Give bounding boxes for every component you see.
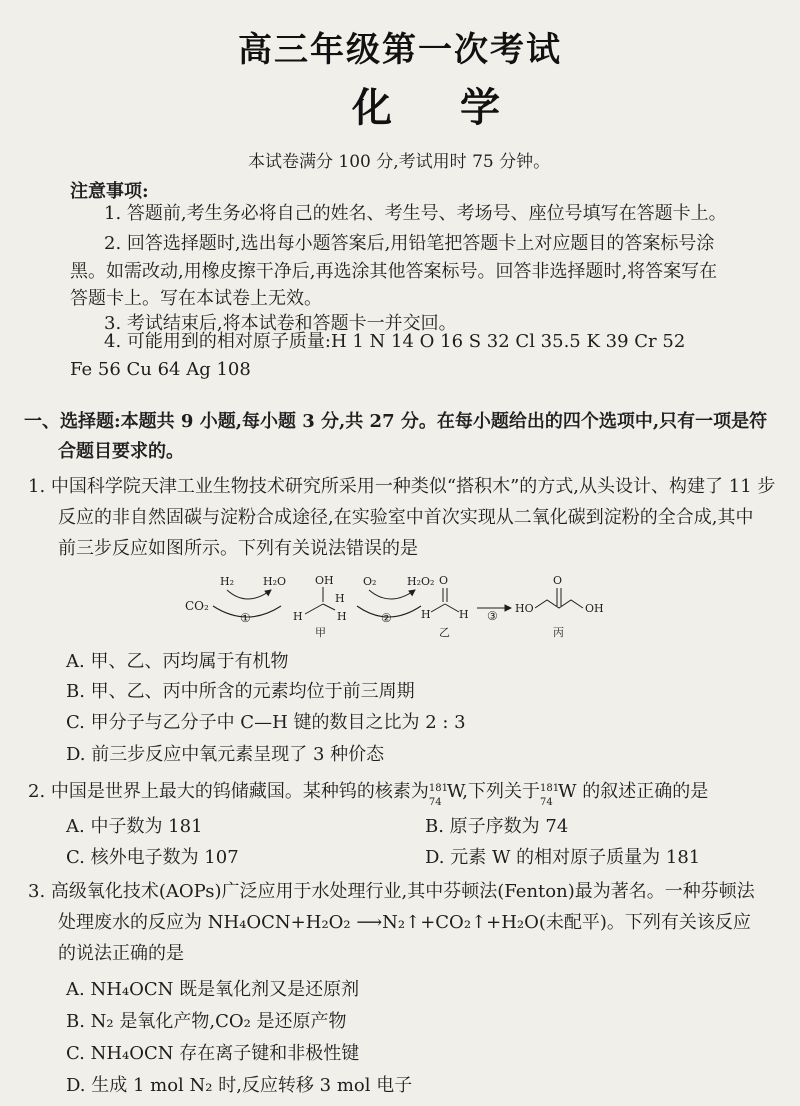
q2-option-a: A. 中子数为 181 bbox=[66, 816, 203, 837]
q1-option-b: B. 甲、乙、丙中所含的元素均位于前三周期 bbox=[66, 681, 415, 702]
isotope-notation-2: 181 74 bbox=[539, 783, 560, 808]
bing-o: O bbox=[553, 574, 563, 587]
yi-label: 乙 bbox=[439, 626, 450, 639]
q3-option-b: B. N₂ 是氧化产物,CO₂ 是还原产物 bbox=[66, 1011, 347, 1032]
jia-h-top: H bbox=[335, 592, 345, 605]
q2-option-c: C. 核外电子数为 107 bbox=[66, 847, 239, 868]
notice-item-4-cont: Fe 56 Cu 64 Ag 108 bbox=[70, 359, 251, 380]
jia-bond-h2 bbox=[323, 604, 335, 610]
h2-label: H₂ bbox=[220, 575, 235, 588]
yi-h-left: H bbox=[421, 608, 431, 621]
notice-item-2-cont2: 答题卡上。写在本试卷上无效。 bbox=[70, 288, 322, 309]
h2o-label: H₂O bbox=[263, 575, 287, 588]
exam-title: 高三年级第一次考试 bbox=[238, 30, 562, 70]
question-1-stem-2: 反应的非自然固碳与淀粉合成途径,在实验室中首次实现从二氧化碳到淀粉的全合成,其中 bbox=[58, 507, 754, 528]
section-heading-cont: 合题目要求的。 bbox=[58, 441, 184, 462]
co2-label: CO₂ bbox=[185, 599, 209, 613]
jia-label: 甲 bbox=[315, 626, 326, 639]
q3-option-a: A. NH₄OCN 既是氧化剂又是还原剂 bbox=[66, 979, 360, 1000]
step1-label: ① bbox=[240, 611, 251, 625]
q2-option-b: B. 原子序数为 74 bbox=[425, 816, 569, 837]
question-3-stem: 3. 高级氧化技术(AOPs)广泛应用于水处理行业,其中芬顿法(Fenton)最为著名。一种芬顿法 bbox=[28, 881, 755, 902]
q2-option-d: D. 元素 W 的相对原子质量为 181 bbox=[425, 847, 701, 868]
q3-option-c: C. NH₄OCN 存在离子键和非极性键 bbox=[66, 1043, 360, 1064]
step3-label: ③ bbox=[487, 609, 498, 623]
h2o2-label: H₂O₂ bbox=[407, 575, 435, 588]
notice-item-2-cont: 黑。如需改动,用橡皮擦干净后,再选涂其他答案标号。回答非选择题时,将答案写在 bbox=[70, 261, 718, 282]
question-3-stem-2: 处理废水的反应为 NH₄OCN+H₂O₂ ⟶N₂↑+CO₂↑+H₂O(未配平)。下列有关该反应 bbox=[58, 912, 751, 933]
step1-side-arrow bbox=[227, 590, 271, 599]
exam-info: 本试卷满分 100 分,考试用时 75 分钟。 bbox=[248, 152, 551, 172]
jia-h-left: H bbox=[293, 610, 303, 623]
q3-option-d: D. 生成 1 mol N₂ 时,反应转移 3 mol 电子 bbox=[66, 1075, 413, 1096]
jia-bond-h1 bbox=[305, 604, 323, 614]
question-2-stem: 2. 中国是世界上最大的钨储藏国。某种钨的核素为 181 74 W,下列关于 181 74 W 的叙述正确的是 bbox=[28, 781, 709, 808]
jia-oh: OH bbox=[315, 574, 334, 587]
jia-h-right: H bbox=[337, 610, 347, 623]
notice-item-2: 2. 回答选择题时,选出每小题答案后,用铅笔把答题卡上对应题目的答案标号涂 bbox=[104, 233, 715, 254]
isotope-notation: 181 74 bbox=[428, 783, 448, 808]
bing-oh: OH bbox=[585, 602, 604, 615]
question-3-stem-3: 的说法正确的是 bbox=[58, 943, 184, 964]
reaction-diagram bbox=[185, 568, 615, 640]
o2-label: O₂ bbox=[363, 575, 377, 588]
step2-label: ② bbox=[381, 611, 392, 625]
question-1-stem: 1. 中国科学院天津工业生物技术研究所采用一种类似“搭积木”的方式,从头设计、构建了 11 步 bbox=[28, 476, 776, 497]
notice-item-4: 4. 可能用到的相对原子质量:H 1 N 14 O 16 S 32 Cl 35.5 K 39 Cr 52 bbox=[104, 331, 686, 352]
notice-item-1: 1. 答题前,考生务必将自己的姓名、考生号、考场号、座位号填写在答题卡上。 bbox=[104, 203, 727, 224]
yi-o: O bbox=[439, 574, 449, 587]
bing-label: 丙 bbox=[553, 626, 564, 639]
q1-option-d: D. 前三步反应中氧元素呈现了 3 种价态 bbox=[66, 744, 385, 765]
yi-h-right: H bbox=[459, 608, 469, 621]
bing-ho: HO bbox=[515, 602, 534, 615]
notice-heading: 注意事项: bbox=[70, 181, 149, 202]
notice-item-3: 3. 考试结束后,将本试卷和答题卡一并交回。 bbox=[104, 313, 457, 334]
question-1-stem-3: 前三步反应如图所示。下列有关说法错误的是 bbox=[58, 538, 418, 559]
q1-option-c: C. 甲分子与乙分子中 C—H 键的数目之比为 2 : 3 bbox=[66, 712, 466, 733]
step2-side-arrow bbox=[369, 590, 415, 599]
section-heading: 一、选择题:本题共 9 小题,每小题 3 分,共 27 分。在每小题给出的四个选项中,只有一项是符 bbox=[24, 411, 768, 432]
q1-option-a: A. 甲、乙、丙均属于有机物 bbox=[66, 651, 289, 672]
subject-title: 化学 bbox=[352, 84, 568, 131]
